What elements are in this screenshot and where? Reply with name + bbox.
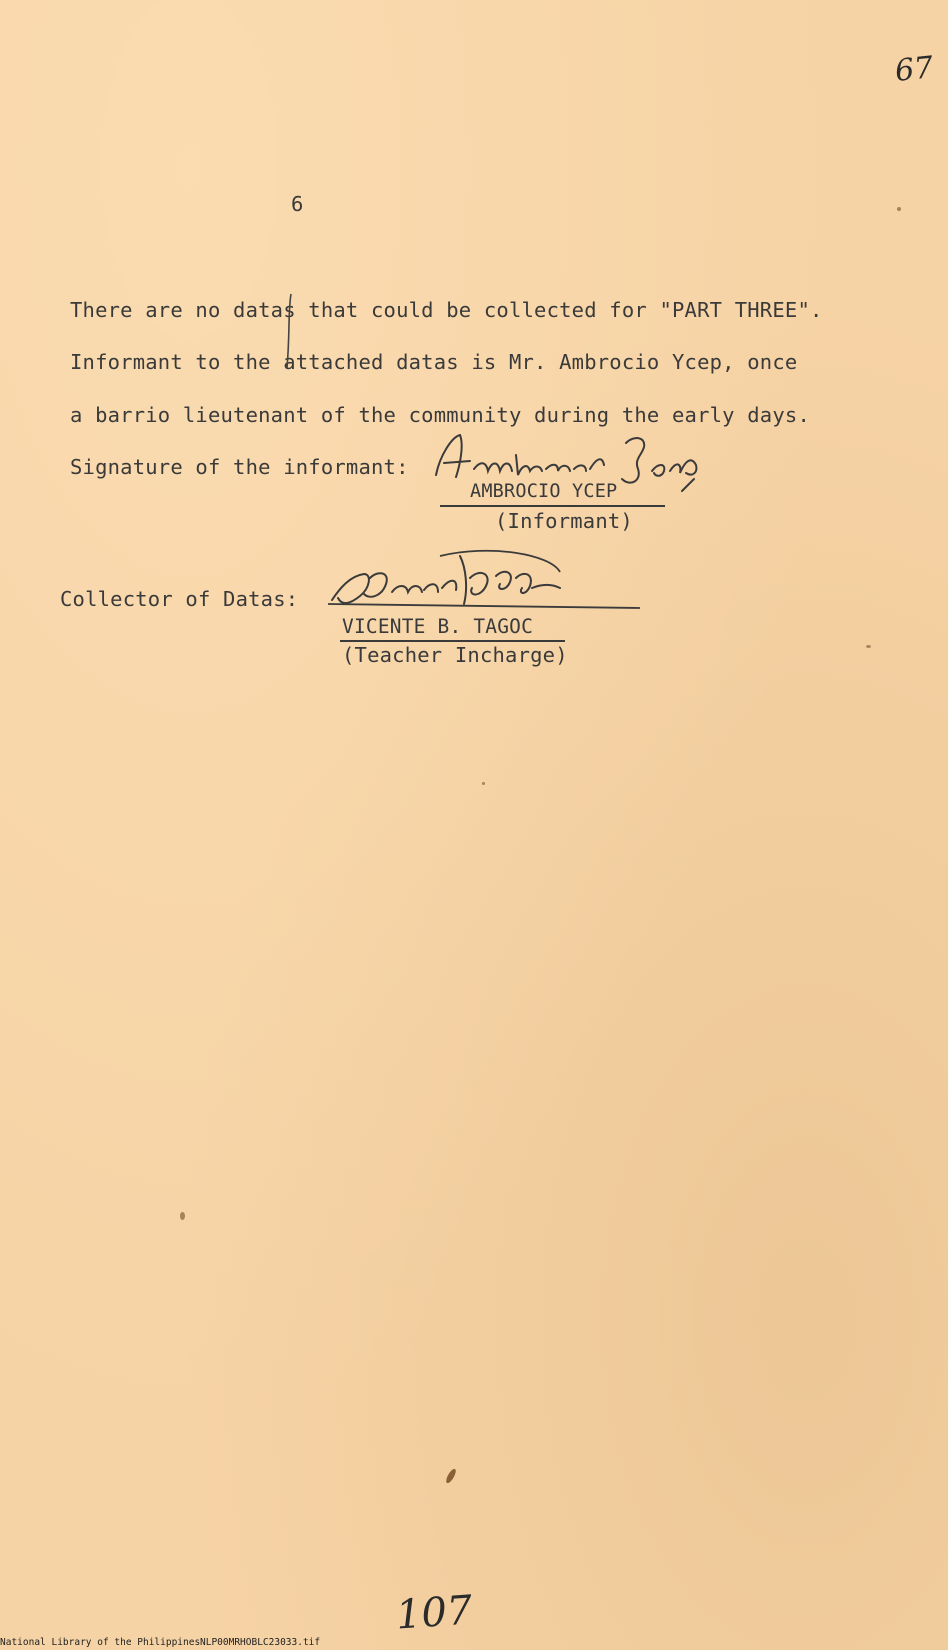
collector-name: VICENTE B. TAGOC <box>342 615 534 638</box>
footer-library: National Library of the Philippines <box>0 1637 201 1648</box>
footer-file-id: NLP00MRHOBLC23033.tif <box>200 1637 321 1648</box>
informant-name-underline <box>440 505 665 507</box>
informant-name: AMBROCIO YCEP <box>470 481 618 502</box>
body-line-3: a barrio lieutenant of the community during the early days. <box>70 403 810 427</box>
body-line-1: There are no datas that could be collected for "PART THREE". <box>70 298 823 322</box>
informant-role: (Informant) <box>495 509 633 533</box>
bottom-page-mark: 107 <box>394 1587 474 1639</box>
pencil-mark <box>284 292 296 372</box>
paper-speck <box>444 1468 457 1485</box>
page-number: 6 <box>291 192 304 216</box>
paper-speck <box>180 1212 185 1220</box>
collector-name-underline <box>340 640 565 642</box>
paper-speck <box>482 782 485 785</box>
paper-speck <box>897 207 901 211</box>
collector-role: (Teacher Incharge) <box>342 643 568 667</box>
paper-speck <box>866 645 871 648</box>
corner-page-mark: 67 <box>893 50 935 89</box>
collector-signature <box>320 548 650 618</box>
body-line-2: Informant to the attached datas is Mr. Ambrocio Ycep, once <box>70 350 798 374</box>
informant-signature-label: Signature of the informant: <box>70 455 409 479</box>
collector-label: Collector of Datas: <box>60 587 299 611</box>
